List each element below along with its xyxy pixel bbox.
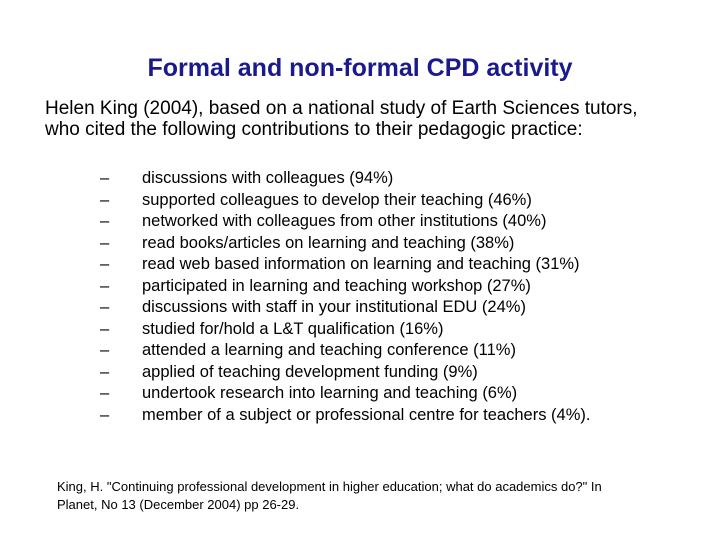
dash-marker: – [100, 190, 110, 209]
list-item-text: read web based information on learning and teaching (31%) [142, 255, 580, 273]
list-item [100, 405, 700, 427]
list-item-text: participated in learning and teaching workshop (27%) [142, 276, 531, 295]
list-item [100, 297, 700, 319]
dash-marker: – [100, 319, 110, 338]
dash-marker: – [100, 233, 110, 252]
dash-marker: – [100, 384, 110, 402]
list-item-text: discussions with colleagues (94%) [142, 169, 394, 187]
slide-title: Formal and non-formal CPD activity [147, 54, 573, 82]
list-item [100, 233, 700, 255]
reference [57, 478, 677, 514]
reference-line-1: King, H. "Continuing professional development in higher education; what do academics do?" In [57, 479, 602, 494]
dash-marker: – [100, 212, 110, 230]
list-item [100, 168, 700, 190]
list-item [100, 190, 700, 212]
dash-marker: – [100, 362, 110, 381]
list-item-text: attended a learning and teaching conference (11%) [142, 341, 516, 359]
list-item-text: discussions with staff in your institutional EDU (24%) [142, 298, 526, 316]
list-item-text: undertook research into learning and teaching (6%) [142, 384, 518, 402]
dash-marker: – [100, 298, 110, 316]
dash-marker: – [100, 169, 110, 187]
dash-marker: – [100, 405, 110, 424]
list-item-text: supported colleagues to develop their teaching (46%) [142, 190, 532, 209]
intro-line-1: Helen King (2004), based on a national study of Earth Sciences tutors, [45, 98, 638, 119]
list-item [100, 340, 700, 362]
dash-marker: – [100, 341, 110, 359]
contribution-list [100, 168, 700, 426]
list-item [100, 254, 700, 276]
list-item-text: member of a subject or professional centre for teachers (4%). [142, 405, 591, 424]
list-item [100, 211, 700, 233]
list-item-text: studied for/hold a L&T qualification (16%) [142, 319, 444, 338]
reference-line-2: Planet, No 13 (December 2004) pp 26-29. [57, 497, 300, 512]
list-item-text: read books/articles on learning and teaching (38%) [142, 233, 515, 252]
list-item-text: applied of teaching development funding (9%) [142, 362, 478, 381]
list-item [100, 362, 700, 384]
intro-line-2: who cited the following contributions to their pedagogic practice: [45, 119, 583, 140]
intro-paragraph [45, 98, 705, 140]
list-item-text: networked with colleagues from other institutions (40%) [142, 212, 547, 230]
list-item [100, 319, 700, 341]
list-item [100, 276, 700, 298]
list-item [100, 383, 700, 405]
dash-marker: – [100, 255, 110, 273]
dash-marker: – [100, 276, 110, 295]
